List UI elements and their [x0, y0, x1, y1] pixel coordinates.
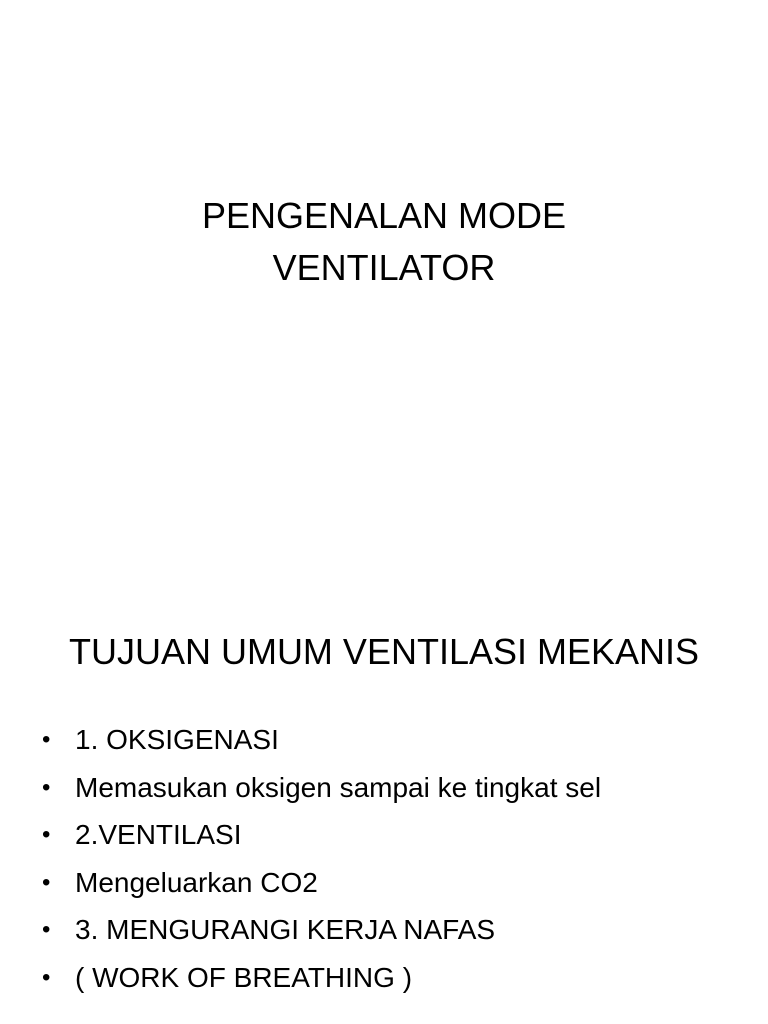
list-item	[40, 859, 748, 907]
list-item-text: 3. MENGURANGI KERJA NAFAS	[75, 914, 496, 945]
list-item	[40, 764, 748, 812]
bullet-list	[40, 716, 748, 1001]
title-line-1: PENGENALAN MODE	[201, 195, 567, 236]
title-line-2: VENTILATOR	[272, 247, 496, 288]
list-item-text: ( WORK OF BREATHING )	[75, 961, 413, 993]
content-slide	[0, 576, 768, 1024]
list-item	[40, 954, 748, 1002]
list-item-text: 2.VENTILASI	[75, 819, 242, 850]
bullet-icon: •	[42, 821, 51, 848]
list-item-text: Mengeluarkan CO2	[75, 866, 318, 898]
list-item-text: 1. OKSIGENASI	[75, 724, 279, 755]
bullet-icon: •	[42, 726, 51, 753]
bullet-icon: •	[42, 916, 51, 943]
bullet-icon: •	[42, 963, 51, 991]
list-item	[40, 811, 748, 859]
bullet-icon: •	[42, 773, 51, 801]
content-slide-title: TUJUAN UMUM VENTILASI MEKANIS	[68, 631, 700, 672]
slide-title	[40, 190, 728, 294]
list-item	[40, 716, 748, 764]
list-item	[40, 906, 748, 954]
bullet-icon: •	[42, 868, 51, 896]
list-item-text: Memasukan oksigen sampai ke tingkat sel	[75, 771, 602, 803]
